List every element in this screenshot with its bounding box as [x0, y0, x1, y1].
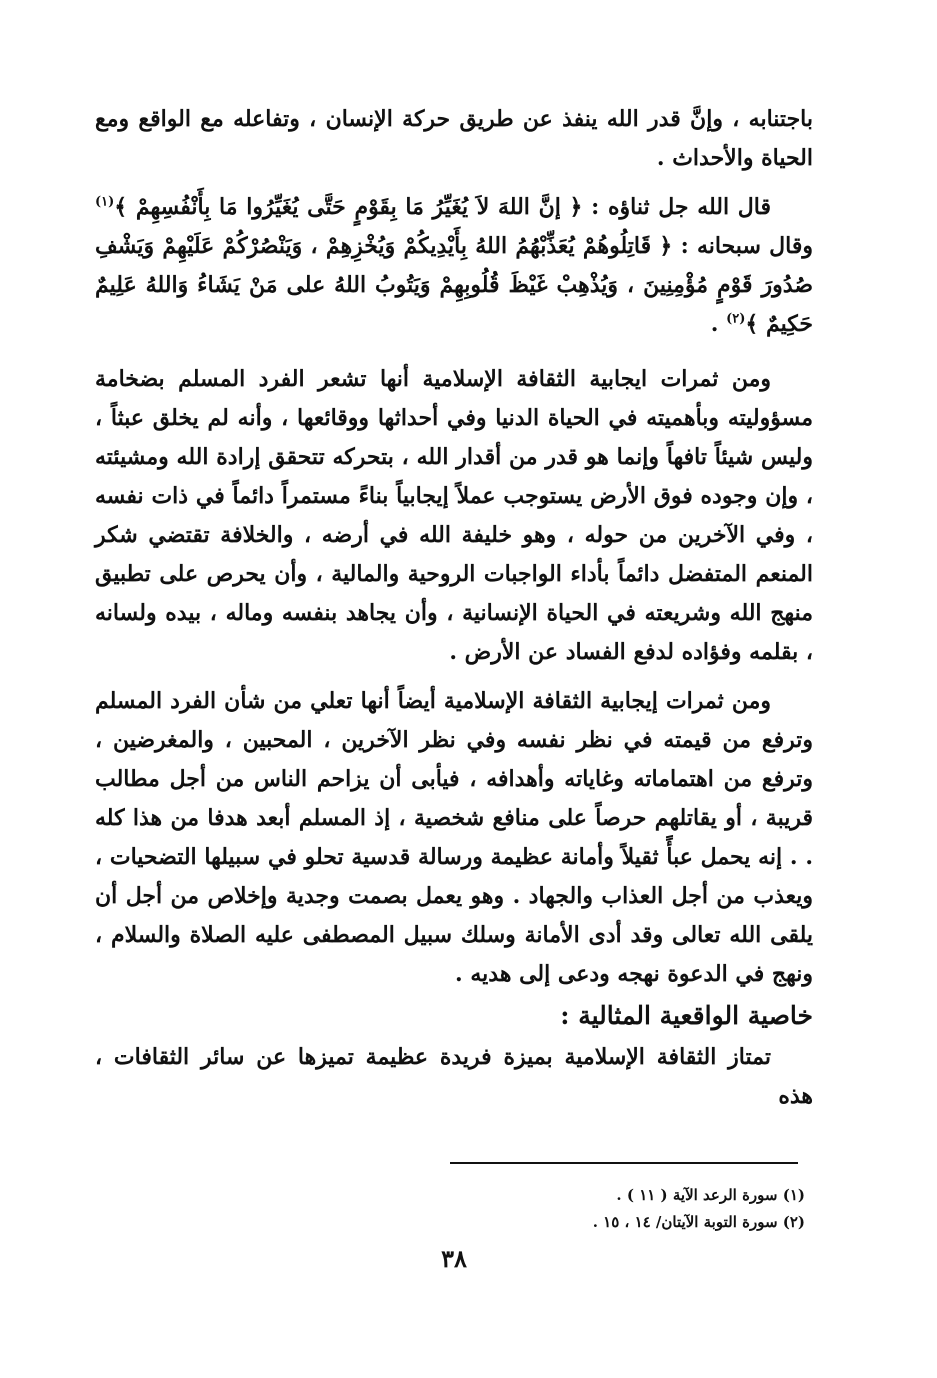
paragraph-continuation: باجتنابه ، وإنَّ قدر الله ينفذ عن طريق حركة الإنسان ، وتفاعله مع الواقع ومع الحياة والأحداث . — [95, 106, 813, 171]
paragraph-responsibility: ومن ثمرات ايجابية الثقافة الإسلامية أنها تشعر الفرد المسلم بضخامة مسؤوليته وبأهميته في الحياة الدنيا وفي أحداثها ووقائعها ، وأنه لم يخلق عبثاً ، وليس شيئاً تافهاً وإنما هو قدر من أقدار الله ، بتحركه تتحقق إرادة الله ومشيئته ، وإن وجوده فوق الأرض يستوجب عملاً إيجابياً بناءً مستمراً دائماً في ذات نفسه ، وفي الآخرين من حوله ، وهو خليفة الله في أرضه ، والخلافة تقتضي شكر المنعم المتفضل دائماً بأداء الواجبات الروحية والمالية ، وأن يحرص على تطبيق منهج الله وشريعته في الحياة الإنسانية ، وأن يجاهد بنفسه وماله ، بيده ولسانه ، بقلمه وفؤاده لدفع الفساد عن الأرض . — [95, 366, 813, 665]
quran-verse-2: ﴿ قَاتِلُوهُمْ يُعَذِّبْهُمُ اللهُ بِأَيْدِيكُمْ وَيُخْزِهِمْ ، وَيَنْصُرْكُمْ عَلَيْهِمْ وَيَشْفِ صُدُورَ قَوْمٍ مُؤْمِنِينَ ، وَيُذْهِبْ غَيْظَ قُلُوبِهِمْ وَيَتُوبُ اللهُ على مَنْ يَشَاءُ وَاللهُ عَلِيمٌ حَكِيمٌ ﴾ — [95, 233, 813, 337]
footnote-1: (١) سورة الرعد الآية ( ١١ ) . — [616, 1186, 805, 1204]
paragraph-quran-quotes — [95, 188, 813, 344]
section-heading: خاصية الواقعية المثالية : — [560, 1001, 813, 1030]
paragraph-end: . — [710, 311, 727, 337]
paragraph-dignity: ومن ثمرات إيجابية الثقافة الإسلامية أيضاً أنها تعلي من شأن الفرد المسلم وترفع من قيمته في نظر نفسه وفي نظر الآخرين ، المحبين ، والمغرضين ، وترفع من اهتماماته وغاياته وأهدافه ، فيأبى أن يزاحم الناس من أجل مطالب قريبة ، أو يقاتلهم حرصاً على منافع شخصية ، إذ المسلم أبعد هدفا من هذا كله . . إنه يحمل عبأً ثقيلاً وأمانة عظيمة ورسالة قدسية تحلو في سبيلها التضحيات ، ويعذب من أجل العذاب والجهاد . وهو يعمل بصمت وجدية وإخلاص من أجل أن يلقى الله تعالى وقد أدى الأمانة وسلك سبيل المصطفى عليه الصلاة والسلام ، ونهج في الدعوة نهجه ودعى إلى هديه . — [95, 688, 813, 987]
quran-verse-1: ﴿ إنَّ اللهَ لاَ يُغَيِّرُ مَا بِقَوْمٍ حَتَّى يُغَيِّرُوا مَا بِأَنْفُسِهِمْ ﴾ — [114, 194, 583, 220]
footnote-ref-2: (٢) — [726, 311, 746, 327]
page-body — [95, 100, 813, 1350]
footnote-2: (٢) سورة التوبة الآيتان/ ١٤ ، ١٥ . — [592, 1213, 805, 1231]
paragraph-gap — [95, 344, 813, 360]
page-number: ٣٨ — [441, 1244, 467, 1273]
paragraph-realism: تمتاز الثقافة الإسلامية بميزة فريدة عظيمة تميزها عن سائر الثقافات ، هذه — [95, 1044, 813, 1109]
intro-text-1: قال الله جل ثناؤه : — [582, 194, 772, 220]
footnote-divider — [450, 1162, 798, 1164]
footnote-ref-1: (١) — [95, 194, 115, 210]
intro-text-2: وقال سبحانه : — [672, 233, 813, 259]
footnotes — [105, 1182, 805, 1236]
paragraph-gap — [95, 672, 813, 682]
paragraph-gap — [95, 178, 813, 188]
